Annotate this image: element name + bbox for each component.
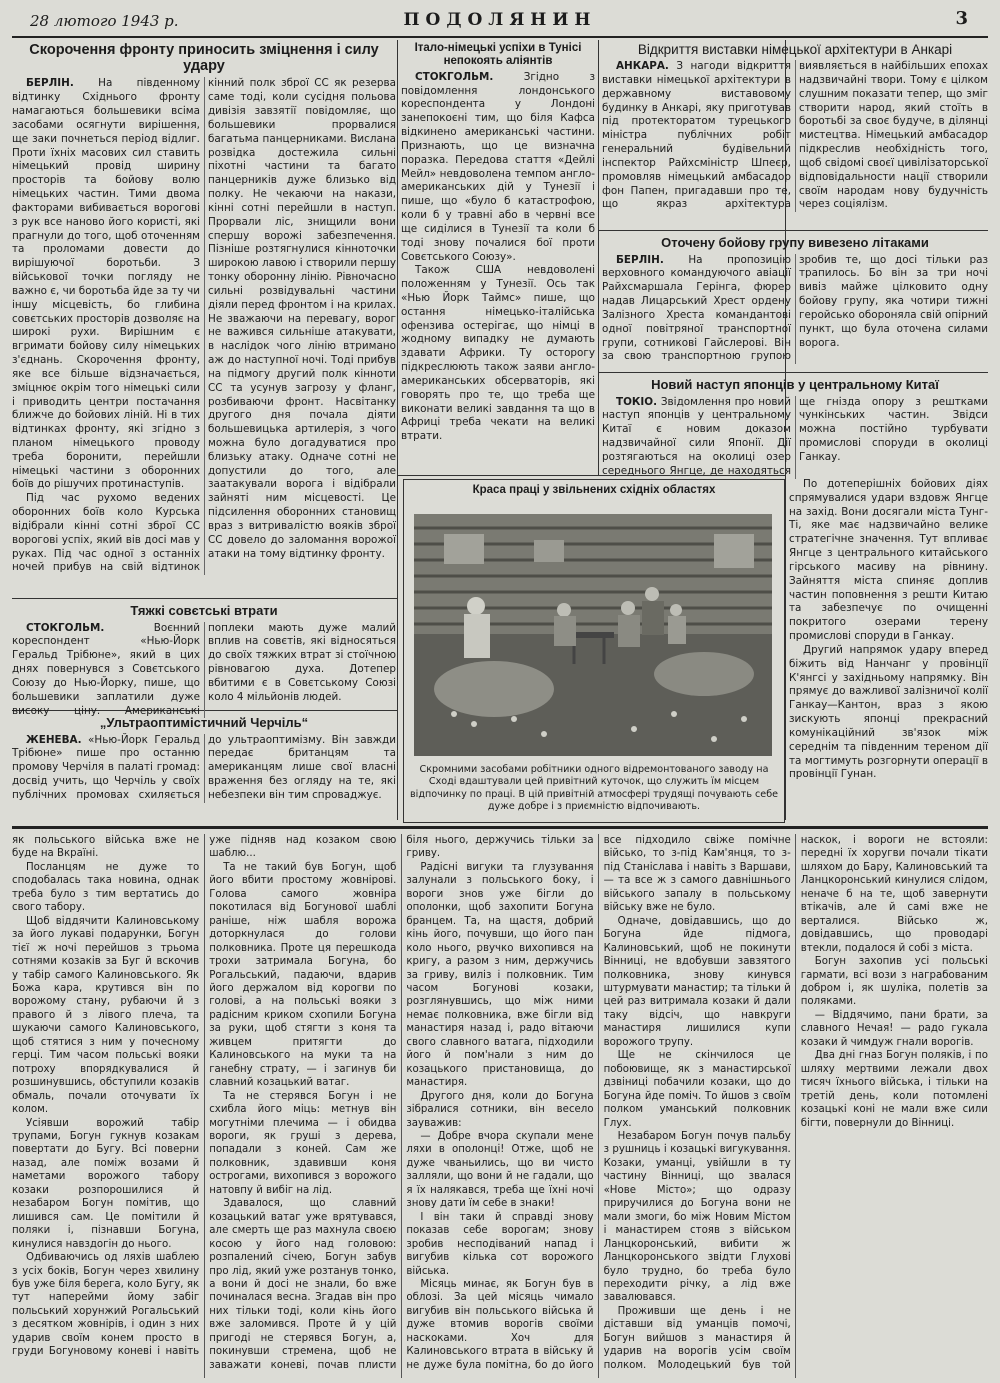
dateline: СТОКГОЛЬМ.	[26, 621, 105, 634]
masthead	[12, 6, 988, 38]
dateline: ТОКІО.	[616, 395, 658, 408]
page-number: 3	[955, 8, 968, 29]
body-japan-continued	[789, 478, 988, 782]
garden-scene-icon	[414, 514, 772, 756]
dateline: СТОКГОЛЬМ.	[415, 70, 494, 83]
section-rule	[12, 826, 988, 829]
paragraph: З нагоди відкриття виставки німецької архітектури в державному виставовому будинку в Анкарі, яку приготував під протекторатом турецького міністра публічних робіт генеральний будівельний інспектор Райхсміністр Шпеєр, промовляв німецький амбасадор фон Папен, пригадавши про те, що якраз архітектура виявляється в найбільших епохах надзвичайні твори. Тому є цілком слушним показати тепер, що зміг створити народ, який стоїть в боротьбі за своє будуче, в ділянці мистецтва. Німецький амбасадор підкреслив необхідність того, щоб свідомі своєї цивілізаторської відповідальности нації створили своїм народам нову будучність через соціялізм.	[602, 60, 988, 211]
headline-front: Скорочення фронту приносить зміцнення і силу удару	[29, 42, 379, 75]
article-churchill	[12, 714, 396, 822]
headline-japan: Новий наступ японців у центральному Китаї	[651, 377, 939, 392]
paragraph: Щоб віддячити Калиновському за його лукаві подарунки, Богун тієї ж ночі перейшов з трьома сотнями козаків за Буг й вскочив у табір самого Калиновського. Як Божа кара, крутився він по ворожому стану, рубаючи й з правого й з лівого плеча, та шукаючи самого Калиновського, щоб стятися з ним у почесному герці. Тим часом польські вояки потроху впорядкувалися й розшинувшись, обступили козаків обмаль, почали оточувати їх колом.	[12, 915, 200, 1116]
newspaper-name: ПОДОЛЯНИН	[403, 10, 597, 30]
paragraph: Ще не скінчилося це побоювище, як з манастирської дзвіниці побачили козаки, що до Богуна йде поміч. То йшов з своїм полком уманський полковник Глух.	[603, 1050, 791, 1129]
paragraph: Воєнний кореспондент «Нью-Йорк Геральд Трібюне», який в цих днях повернувся з Совєтського Союзу до Нью-Йорку, пише, що большевики заплатили дуже високу ціну. Американські поплеки мають дуже малий вплив на совєтів, які відносяться до своїх тяжких втрат зі стоїчною рівновагою духа. Дотепер вбитими є в Совєтському Союзі коло 4 мільйонів людей.	[12, 621, 396, 717]
paragraph: Під час рухомо ведених оборонних боїв коло Курська відібрали кінні сотні зброї СС ворогові успіх, який вів досі мав у руках. Під час одної з останніх ночей прибув на свій відтинок кінний полк зброї СС як резерва саме тоді, коли сусідня польова дивізія завзятії повідомляє, що большевики прорвалися багатьма панцерниками. Висланa розвідка достежила сильні піхотні частини та багато панцерників дуже близько від полку. Не чекаючи на накази, кінні сотні перейшли в наступ. Прорвали ліс, знищили вони спершу ворожі забезпечення. Пізніше розтягнулися кінноточки широкою лавою і створили першу тонку оборонну лінію. Рівночасно сильні розвідувальні частини діяли перед фронтом і на крилах. Не зважаючи на перевагу, ворог не важився сильніше атакувати, в наслідок чого лінію втримано аж до наступної ночі. Тоді прибув на підмогу другий полк кінноти СС та усунув загрозу у фланг, розбиваючи фронт. Насвітанку другого дня почала діяти большевицька артилерія, з чого можна було догадуватися про близьку атаку. Одначе сотні не допустили до того, але заатакували ворога і відібрали зайняті ним місцевості. Це підсилення оборонних становищ враз з витривалістю вояків зброї СС довело до заломання ворожої атаки на тому відтинку фронту.	[12, 77, 396, 574]
article-japan-continued	[789, 478, 988, 822]
article-front	[12, 40, 396, 596]
dateline: АНКАРА.	[616, 60, 669, 73]
paragraph: На пропозицію верховного командуючого авіації Райхсмаршала Герінга, фюрер надав Лицарський Хрест ордену Залізного Хреста командантові одної повітряної транспортної групи, сотникові Гайслерові. Він за свою транспортною групою зробив те, що досі тільки раз трапилось. Бо він за три ночі вивіз майже цілковито одну бойову групу, яка чотири тижні геройсько обороняла свій опірний пункт, що була оточена силами ворога.	[602, 253, 988, 363]
body-serial	[12, 834, 988, 1378]
paragraph: Та не такий був Богун, щоб його вбити простому жовнірові. Голова самого жовніра покотилася від Богунової шаблі раніше, ніж шабля ворожа доторкнулася до голови полковника. Проте ця перешкода трохи затримала Богуна, бо Рогальський, падаючи, вдарив його держалом від корогви по голові, а на польські вояки з радісним криком схопили Богуна за руки, щоб стягти з коня та живцем притягти до Калиновського на муки та на ганебну страту, — і загинув би славний козацький ватаг.	[209, 861, 397, 1089]
photo-image	[414, 514, 772, 756]
paragraph: Згідно з повідомлення лондонського кореспондента у Лондоні занепокоєні тим, що біля Кафса відкинено американські частини. Признають, що це визначна поразка. Передова стаття «Дейлі Мейл» невдоволена темпом англо-американських дій у Тунезії і пише, що «було б катастрофою, коли б у травні або в червні все ще сиділися в Тунезії та коли б тоді знову почалися бої проти Совєтського Союзу».	[401, 70, 595, 263]
body-front	[12, 77, 396, 575]
photo-headline: Краса праці у звільнених східніх областях	[472, 484, 716, 496]
paragraph: Проживши ще день і не діставши від уманців помочі, Богун вийшов з манастиря й ударив на ворогів усім своїм полком. Молодецький був той наскок, і вороги не встояли: передні їх хоругви почали тікати шляхом до Бару, Калиновський та Ланцкоронський кинулися слідом, неначе б на те, щоб завернути втікачів, але й самі вже не верталися. Військо ж, довідавшись, що проводарі втекли, подалося й собі з міста.	[603, 835, 988, 1371]
paragraph: — Добре вчора скупали мене ляхи в ополонці! Отже, щоб не дуже чваньились, що ви чисто залляли, що вони й не гадали, що я їх налякався, треба ще їхні ночі знову дати їм себе в знаки!	[406, 1130, 594, 1210]
paragraph: Усіявши ворожий табір трупами, Богун гукнув козакам повертати до Бугу. Всі поверни назад, але поміж возами й наметами ворожого табору козаки розпорошилися й незабаром Богун помітив, що лишився сам. Це помітили й поляки і, пізнавши Богуна, кинулися навздогін до нього.	[12, 1117, 200, 1250]
dateline: БЕРЛІН.	[616, 253, 664, 266]
headline-losses: Тяжкі совєтські втрати	[130, 603, 278, 618]
headline-ankara: Відкриття виставки німецької архітектури в Анкарі	[637, 42, 953, 57]
photo-feature	[403, 479, 785, 823]
issue-date: 28 лютого 1943 р.	[30, 12, 179, 30]
paragraph: Також США невдоволені положенням у Тунезії. Ось так «Нью Йорк Таймс» пише, що остання німецько-італійська офензива остерігає, що німці в жодному випадку не думають здавати Африки. Ту осторогу підкреслюють також заяви англо-американських обсерваторів, які говорять про те, що треба ще виконати великі завдання та що в Африці треба чекати на великі втрати.	[401, 264, 595, 443]
article-rule	[12, 598, 398, 599]
paragraph: Богун захопив усі польські гармати, всі вози з награбованим добром і, як шуліка, полетів за поляками.	[800, 956, 988, 1008]
body-airlift	[602, 254, 988, 365]
paragraph: І він таки й справді знову показав себе ворогам; знову зробив несподіваний напад і вигубив кілька сот ворожого війська.	[406, 1211, 594, 1277]
headline-churchill: „Ультраоптимістичний Черчіль“	[99, 715, 309, 730]
paragraph: «Нью-Йорк Геральд Трібюне» пише про останню промову Черчіля в палаті громад: досвід учить, що Черчіль у своїх публічних промовах схиляється до ультраоптимізму. Він завжди передає британцям та американцям лише свої власні враження без огляду на те, які небезпеки він тим спроваджує.	[12, 733, 396, 801]
paragraph: як польського війська вже не буде на Вкраїні.	[12, 835, 200, 860]
body-japan-top	[602, 396, 988, 479]
article-rule	[598, 230, 988, 231]
paragraph: Одначе, довідавшись, що до Богуна йде підмога, Калиновський, щоб не покинути Вінниці, не вдобувши завзятого полковника, знову кинувся штурмувати манастир; та тільки й цей раз витримала козаки й дали таку відсіч, що навкруги манастиря лишилися купи ворожого трупу.	[603, 915, 791, 1048]
photo-caption: Скромними засобами робітники одного відремонтованого заводу на Сході вдаштували цей привітний куточок, що служить їм місцем відпочинку по праці. В цій привітній атмосфері трудящі почувають себе дуже добре і з приємністю відпочивають.	[410, 764, 779, 813]
dateline: БЕРЛІН.	[26, 77, 74, 90]
paragraph: — Віддячимо, пани брати, за славного Нечая! — радо гукала козаки й чимдуж гнали ворогів.	[800, 1009, 988, 1048]
paragraph: Посланцям не дуже то сподобалась така новина, однак треба було з тим вертатись до свого табору.	[12, 861, 200, 914]
headline-tunisia: Італо-німецькі успіхи в Тунісі непокоять аліянтів	[414, 42, 582, 67]
paragraph: Та не стерявся Богун і не схибла його міць: метнув він могутніми плечима — і обидва вороги, як груші з дерева, попадали з коней. Сам же полковник, здавивши коня острогами, вихопився з ворожого натовпу й вибіг на лід.	[209, 1090, 397, 1196]
paragraph: Два дні гназ Богун поляків, і по шляху мертвими лежали двох тисяч їхнього війська, і тільки на третій день, коли потомлені козацькі коні не мали вже сили бігти, повернули до Вінниці.	[800, 1050, 988, 1129]
paragraph: Другого дня, коли до Богуна зібралися сотники, він весело зауважив:	[406, 1090, 594, 1129]
article-rule	[598, 372, 988, 373]
body-ankara	[602, 60, 988, 212]
article-ankara	[602, 40, 988, 228]
article-serial	[12, 834, 988, 1378]
article-losses	[12, 602, 396, 717]
article-tunisia	[401, 40, 595, 472]
column-rule	[598, 40, 599, 475]
paragraph: Здавалося, що славний козацький ватаг уже врятувався, але смерть ще раз махнула своєю косою у його над головою: розпалений січею, Богун забув про лід, який уже розтанув тонко, а вони й досі не знали, бо вже починалася весна. Згадав він про них тільки тоді, коли кінь його вже заломився. Проте й у цій пригоді не стерявся Богун, а, покинувши стремена, щоб не заважати коневі, почав плисти біля нього, держучись тільки за гриву.	[209, 835, 594, 1371]
headline-airlift: Оточену бойову групу вивезено літаками	[661, 235, 929, 250]
paragraph: Одбиваючись од ляхів шаблею з усіх боків, Богун через хвилину був уже біля берега, коло Бугу, як тут наперейми йому забіг польський хорунжий Рогальський з десятком жовнірів, і один з них ударив своїм конем просто в груди Богуновому коневі і навіть уже підняв над козаком свою шаблю...	[12, 835, 397, 1358]
article-airlift	[602, 234, 988, 370]
paragraph: Незабаром Богун почув пальбу з рушниць і козацькі вигукування. Козаки, уманці, увійшли в ту частину Вінниці, що звалася «Нове Місто»; що одразу приручилися до Богуна вони не мали змоги, бо між Новим Містом і манастирем стояв з військом Ланцкоронський, вибити ж Ланцкоронського звідти Глухові було трудно, бо треба було переходити річку, а лід вже завалювався.	[603, 1130, 791, 1304]
body-losses	[12, 622, 396, 719]
paragraph: Звідомлення про новий наступ японців у центральному Китаї є новим доказом надзвичайної сили Японії. Дії розтягаються на околиці озер середнього Янгце, де находяться ще гнізда опору з рештками чункінських частин. Звідси можна постійно турбувати промислові споруди в околиці Ганкау.	[602, 395, 988, 477]
paragraph: Радісні вигуки та глузування залунали з польського боку, і вороги знов уже бігли до ополонки, щоб захопити Богуна бранцем. Та, на щастя, добрий кінь його, почувши, що його пан коло нього, рвучко вихопився на кригу, а разом з ним, держучись за гриву, виліз і полковник. Тим часом Богунові козаки, розглянувшись, що між ними немає полковника, вже бігли від манастиря назад і, радо вітаючи свого славного ватага, підходили його й пом'нали з ним до козацького пристановища, до манастиря.	[406, 861, 594, 1089]
article-japan-top	[602, 376, 988, 477]
dateline: ЖЕНЕВА.	[26, 733, 82, 746]
body-churchill	[12, 734, 396, 803]
paragraph: На південному відтинку Східнього фронту намагаються большевики всіма засобами осягнути вирішення, ще заки почнеться період відлиг. Проти їхніх масових сил ставить німецький провід ширину просторів та бойову волю німецьких частин. Тими двома факторами вибивається ворогові з рук все наново його користі, які прагнули до того, щоб оточенням та проломами довести до вирішуючої боротьби. З військової точки погляду не важно є, чи боротьба йде за ту чи іншу місцевість, бо глибина совєтських просторів дозволяє на широкі рухи. Вирішним є вгримати бойову силу німецьких з'єднань. Скорочення фронту, яке все більше відзначається, зміцнює окрім того німецькі сили і приводить центри постачання ближче до бойових ліній. Ні в тих відтинках фронту, які згідно з планом німецького проводу треба боронити, перейшли німецькі частини з оборонних боїв до рішучих протинаступів.	[12, 77, 201, 491]
paragraph: По дотеперішніх бойових діях спрямувалися удари вздовж Янгце на захід. Вони досягали міста Тунг-Ті, яке має надзвичайно велике стратегічне значення. Тут впливає Янгце з центрального китайського гірського масиву на рівнину. Зайняття міста спиняє доплив частин поповнення з решти Китаю та забезпечує по очищенні покритого озерами терену промислові споруди в Ганкау.	[789, 478, 988, 643]
column-rule	[397, 40, 398, 820]
body-tunisia	[401, 71, 595, 444]
paragraph: Другий напрямок удару вперед біжить від Нанчанг у провінції К'янгсі у західньому напрямку. Він прямує до важливої залізничої колії Ганкау—Кантон, враз з якою зискують японці прекрасний комунікаційний зв'язок між середнім та південним тереном дії та могтимуть розгорнути операції в провінції Гунан.	[789, 643, 988, 781]
paragraph: Місяць минає, як Богун був в облозі. За цей місяць чимало вигубив він польського війська й дуже втомив ворогів своїми наскоками. Хоч для Калиновського втрата в війську й не дуже була помітна, бо до його все підходило свіже помічне військо, то з-під Кам'янця, то з-під Станіслава і навіть з Варшави, — та все ж з самого давнішнього війського запалу в польському війську вже не було.	[406, 835, 791, 1371]
